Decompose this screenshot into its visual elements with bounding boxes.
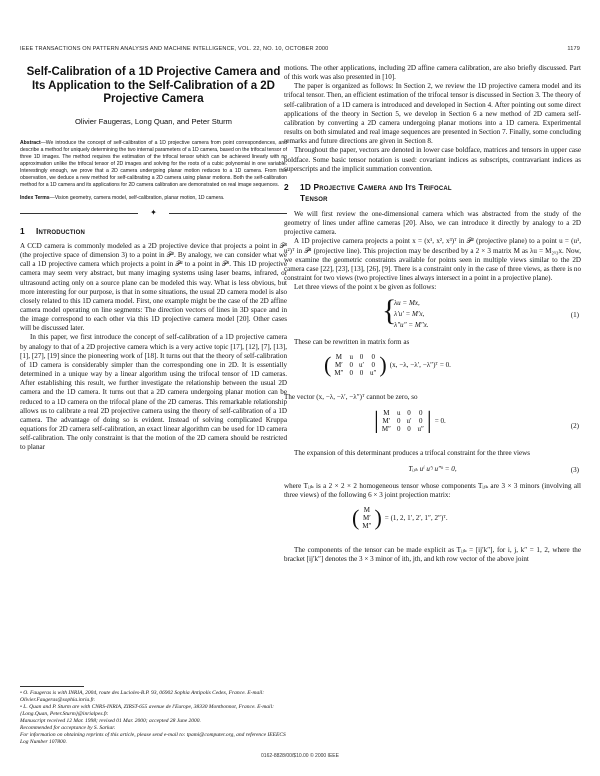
index-terms — [20, 195, 287, 202]
paper-authors: Olivier Faugeras, Long Quan, and Peter Sturm — [74, 116, 233, 126]
abstract-text: —We introduce the concept of self-calibration of a 1D projective camera from point correspondences, and describe a method for uniquely determining the two internal parameters of a 1D camera, based on the trifocal tensor of three 1D images. The method requires the estimation of the trifocal tensor which can be achieved linearly with no approximation unlike the trifocal tensor of 2D images and solving for the roots of a cubic polynomial in one variable. Interestingly enough, we prove that a 2D camera undergoing planar motion reduces to a 1D camera. From this observation, we deduce a new method for self-calibrating a 2D camera using planar motions. Both the self-calibration method for a 1D camera and its applications for 2D camera calibration are demonstrated on real image sequences. — [20, 139, 288, 188]
right-paragraph-2: The paper is organized as follows: In Section 2, we review the 1D projective camera model and its trifocal tensor. Then, an efficient estimation of the trifocal tensor is discussed in Section 3. The theory of self-calibration of a 1D camera is introduced and developed in Section 4. After pointing out some direct applications of the theory in Section 5, we develop in Section 6 a new method of 2D camera self-calibration by converting a 2D camera undergoing planar motions into a 1D camera. Experimental results on both simulated and real image sequences are presented in Section 7. Finally, some concluding remarks and future directions are given in Section 8. — [284, 82, 581, 146]
section-1-heading: 1 Introduction — [20, 225, 86, 236]
vector-text: The vector (x, −λ, −λ′, −λ″)ᵀ cannot be zero, so — [284, 393, 418, 402]
index-terms-label: Index Terms — [20, 194, 50, 201]
abstract — [20, 140, 287, 189]
matrix-form-text: These can be rewritten in matrix form as — [294, 338, 410, 347]
divider-line-left — [20, 213, 138, 214]
left-column — [20, 64, 287, 452]
footnote-manuscript: Manuscript received 12 Mar. 1998; revised 01 Mar. 2000; accepted 28 June 2000. — [20, 718, 201, 724]
index-terms-text: —Vision geometry, camera model, self-calibration, planar motion, 1D camera. — [49, 194, 225, 201]
diamond-icon: ✦ — [150, 207, 157, 217]
section-2-heading: 2 1D Projective Camera and Its Trifocal Tensor — [284, 181, 452, 203]
sec2-paragraph-1: We will first review the one-dimensional camera which was abstracted from the study of the geometry of lines under affine cameras [20]. Also, we can introduce it directly by analogy to a 2D projective camera. — [284, 209, 581, 237]
equation-3: Tᵢⱼₖ uⁱ u′ʲ u″ᵏ = 0, (3) — [408, 464, 579, 474]
intro-paragraph-2: In this paper, we first introduce the concept of self-calibration of a 1D projective camera by analogy to that of a 2D projective camera which is a very active topic [17], [12], [7], [13], [1], [27], [19] since the pioneering work of [18]. It turns out that the theory of self-calibration of 1D camera is considerably simpler than the corresponding one in 2D. It is essentially determined in a unique way by a linear algorithm using the trifocal tensor of 1D cameras. After establishing this result, we further investigate the relationship between the usual 2D camera and the 1D camera. It turns out that a 2D camera undergoing planar motion can be reduced to a 1D camera on the trifocal plane of the 2D cameras. This remarkable relationship allows us to calibrate a real 2D projective camera using the theory of self-calibration of a 1D camera. The advantage of doing so is evident. Instead of solving complicated Kruppa equations for 2D camera self-calibration, an exact linear algorithm can be used for 1D camera self-calibration. The only constraint is that the motion of the 2D camera should be restricted to planar — [20, 333, 287, 452]
abstract-label: Abstract — [20, 139, 41, 146]
equation-1: { λu = Mx, λ′u′ = M′x, λ″u″ = M″x. (1) — [382, 294, 579, 330]
tensor-description: where Tᵢⱼₖ is a 2 × 2 × 2 homogeneous tensor whose components Tᵢⱼₖ are 3 × 3 minors (involving all three views) of the following 6 × 3 joint projection matrix: — [284, 481, 581, 499]
section-divider — [20, 206, 287, 220]
sec2-paragraph-3: Let three views of the point x be given as follows: — [294, 283, 437, 292]
journal-header: IEEE TRANSACTIONS ON PATTERN ANALYSIS AND MACHINE INTELLIGENCE, VOL. 22, NO. 10, OCTOBER 2000 — [20, 46, 329, 52]
running-header — [20, 46, 580, 56]
footnote-recommended: Recommended for acceptance by S. Sarkar. — [20, 725, 116, 731]
footnotes — [20, 690, 287, 746]
page-number: 1179 — [567, 46, 580, 52]
sec2-paragraph-2: A 1D projective camera projects a point x = (x¹, x², x³)ᵀ in 𝒫² (projective plane) to a point u = (u¹, u²)ᵀ in 𝒫¹ (projective line). This projection may be described by a 2 × 3 matrix M as λu = M₂ₓ₃x. Now, we examine the geometric constraints available for points seen in multiple views similar to the 2D camera case [22], [23], [13], [26], [9]. There is a constraint only in the case of three views, as there is no constraint for two views (two projective lines always intersect in a point in a projective plane). — [284, 237, 581, 282]
equation-2: | M u 0 0 M′ 0 u′ 0 M″ 0 0 u″ | = 0. (2) — [374, 407, 579, 434]
footnote-faugeras: • O. Faugeras is with INRIA, 2004, route des Lucioles-B.P. 93, 06902 Sophia Antipolis Cedex, France. E-mail: Olivier.Faugeras@sophia.inria.fr. — [20, 690, 265, 703]
equation-joint-matrix: ( M M′ M″ ) = (1, 2, 1′, 2′, 1″, 2″)ᵀ. — [352, 505, 448, 531]
equation-2-number: (2) — [570, 421, 579, 430]
intro-paragraph-1: A CCD camera is commonly modeled as a 2D projective device that projects a point in 𝒫³ (the projective space of dimension 3) to a point in 𝒫². By analogy, we can consider what we call a 1D projective camera which projects a point in 𝒫² to a point in 𝒫¹. This 1D projective camera may seem very abstract, but many imaging systems using laser beams, infrared, or ultrasound acting only on a source plane can be modeled this way. What is less obvious, but more interesting for our purpose, is that in some situations, the usual 2D camera model is also closely related to this 1D camera model. First, one example might be the case of the 2D affine camera model operating on line segments: The direction vectors of lines in 3D space and in the image correspond to each other via this 1D projective camera model [20]. Other cases will be discussed later. — [20, 241, 287, 333]
equation-1-number: (1) — [570, 311, 579, 320]
expansion-text: The expansion of this determinant produces a trifocal constraint for the three views — [294, 448, 530, 457]
copyright-line: 0162-8828/00/$10.00 © 2000 IEEE — [261, 753, 339, 759]
footnote-quan-sturm: • L. Quan and P. Sturm are with CNRS-INRIA, ZIRST-655 avenue de l'Europe, 38330 Montbonnot, France. E-mail: {Long.Quan, Peter.Sturm}@inrialpes.fr. — [20, 704, 274, 717]
right-paragraph-3: Throughout the paper, vectors are denoted in lower case boldface, matrices and tensors in upper case boldface. Some basic tensor notation is used: covariant indices as subscripts, contravariant indices as superscripts and the implicit summation convention. — [284, 146, 581, 173]
paper-title: Self-Calibration of a 1D Projective Camera and Its Application to the Self-Calibration of a 2D Projective Camera — [26, 66, 281, 105]
tensor-components-text: The components of the tensor can be made explicit as Tᵢⱼₖ = [ij′k″], for i, j, k″ = 1, 2, where the bracket [ij′k″] denotes the 3 × 3 minor of ith, jth, and kth row vector of the above joint — [284, 546, 581, 564]
right-paragraph-1: motions. The other applications, including 2D affine camera calibration, are also briefly discussed. Part of this work was also presented in [10]. — [284, 64, 581, 82]
footnote-reprints: For information on obtaining reprints of this article, please send e-mail to: tpami@computer.org, and reference IEEECS Log Number 107800. — [20, 732, 286, 745]
divider-line-right — [169, 213, 287, 214]
footnote-rule — [20, 686, 84, 687]
equation-3-number: (3) — [570, 465, 579, 474]
right-column — [284, 64, 581, 564]
equation-matrix-form: ( M u 0 0 M′ 0 u′ 0 M″ 0 0 u″ ) (x, −λ, −λ′, −λ″)ᵀ = 0. — [324, 352, 451, 378]
